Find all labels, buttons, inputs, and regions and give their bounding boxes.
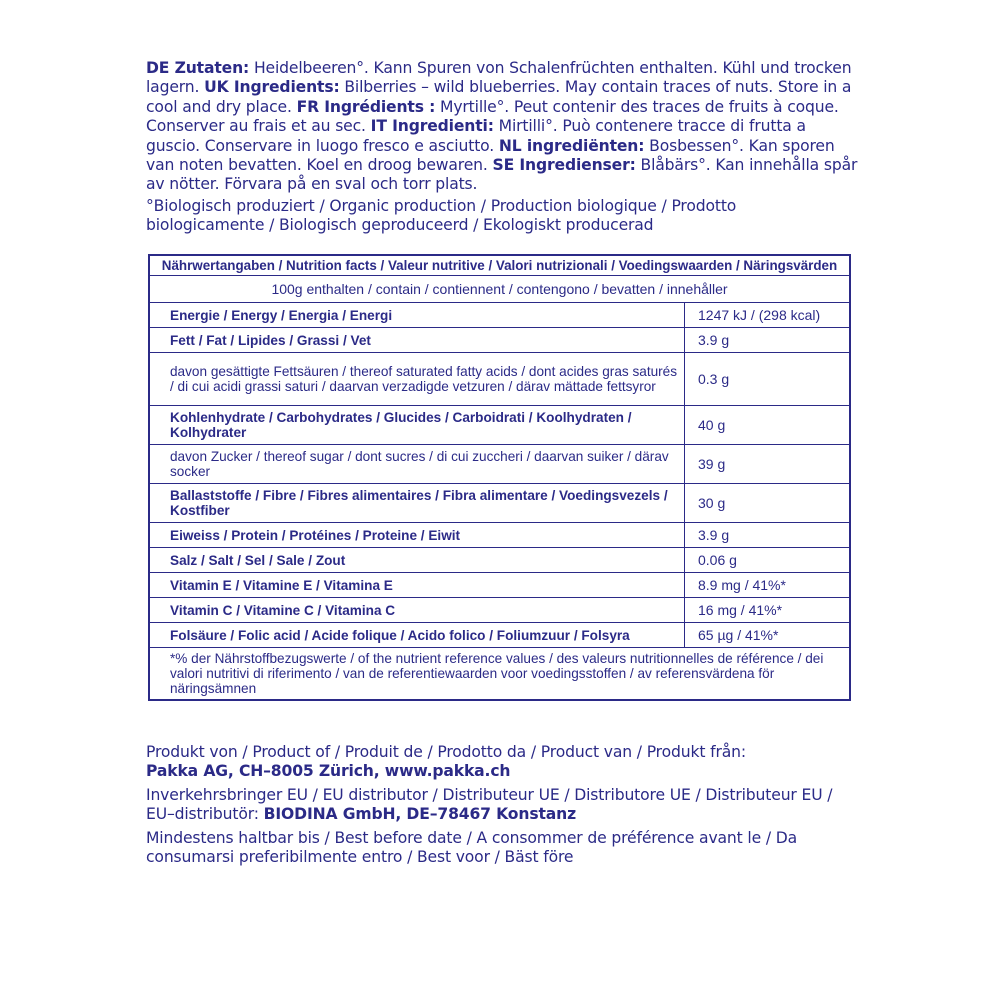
nutrient-label: Ballaststoffe / Fibre / Fibres alimentaires / Fibra alimentare / Voedingsvezels / Kostfiber [149,484,685,523]
ingredients-fr-label: FR Ingrédients : [296,97,436,116]
ingredients-it-text: Mirtilli°. Può contenere tracce di frutta a guscio. Conservare in luogo fresco e asciutto. [146,117,806,155]
ingredients-fr-text: Myrtille°. Peut contenir des traces de fruits à coque. Conserver au frais et au sec. [146,97,839,136]
nutrient-label: Fett / Fat / Lipides / Grassi / Vet [149,328,685,353]
nutrition-per-label: 100g enthalten / contain / contiennent / contengono / bevatten / innehåller [149,276,850,303]
ingredients-de-text: Heidelbeeren°. Kann Spuren von Schalenfrüchten enthalten. Kühl und trocken lagern. [146,59,852,97]
ingredients-it-label: IT Ingredienti: [370,117,494,136]
nutrition-header-row [149,255,850,276]
ingredients-uk-text: Bilberries – wild blueberries. May contain traces of nuts. Store in a cool and dry place. [146,78,852,116]
ingredients-uk-label: UK Ingredients: [204,78,340,97]
ingredients-nl-text: Bosbessen°. Kan sporen van noten bevatten. Koel en droog bewaren. [146,136,835,175]
nutrient-value: 1247 kJ / (298 kcal) [685,303,851,328]
label-text-block [146,59,858,236]
best-before-text: Mindestens haltbar bis / Best before date / A consommer de préférence avant le / Da consumarsi preferibilmente entro / Best voor / Bäst före [146,828,798,867]
nutrient-value: 65 µg / 41%* [685,623,851,648]
nutrition-title: Nährwertangaben / Nutrition facts / Valeur nutritive / Valori nutrizionali / Voedingswaarden / Näringsvärden [149,255,850,276]
distributor-label: Inverkehrsbringer EU / EU distributor / Distributeur UE / Distributore UE / Distributeur EU / EU–distributör: [146,785,833,824]
nutrition-footnote-row [149,648,850,701]
nutrient-label: Vitamin C / Vitamine C / Vitamina C [149,598,685,623]
nutrient-label: Vitamin E / Vitamine E / Vitamina E [149,573,685,598]
nutrition-row [149,353,850,406]
nutrition-row [149,548,850,573]
organic-note: °Biologisch produziert / Organic production / Production biologique / Prodotto biologicamente / Biologisch geproduceerd / Ekologiskt producerad [146,196,737,235]
nutrient-value: 30 g [685,484,851,523]
nutrient-value: 3.9 g [685,523,851,548]
nutrition-footnote: *% der Nährstoffbezugswerte / of the nutrient reference values / des valeurs nutritionnelles de référence / dei valori nutritivi di riferimento / van de referentiewaarden voor voedingsstoffen / av referensvärdena för näringsämnen [149,648,850,701]
nutrient-value: 8.9 mg / 41%* [685,573,851,598]
nutrient-value: 39 g [685,445,851,484]
nutrient-label: Kohlenhydrate / Carbohydrates / Glucides / Carboidrati / Koolhydraten / Kolhydrater [149,406,685,445]
nutrient-label: davon gesättigte Fettsäuren / thereof saturated fatty acids / dont acides gras saturés / di cui acidi grassi saturi / daarvan verzadigde vetzuren / därav mättade fettsyror [149,353,685,406]
producer-label: Produkt von / Product of / Produit de / Prodotto da / Product van / Produkt från: [146,743,746,761]
producer-block [146,743,858,782]
producer-info [146,743,858,871]
distributor-block [146,786,858,825]
nutrition-per-row [149,276,850,303]
distributor-name: BIODINA GmbH, DE–78467 Konstanz [263,805,577,824]
ingredients-se-label: SE Ingredienser: [492,156,636,175]
nutrition-row [149,623,850,648]
ingredients-nl-label: NL ingrediënten: [498,136,645,155]
nutrition-row [149,598,850,623]
nutrition-row [149,328,850,353]
nutrient-label: Eiweiss / Protein / Protéines / Proteine / Eiwit [149,523,685,548]
nutrition-row [149,484,850,523]
nutrient-label: Salz / Salt / Sel / Sale / Zout [149,548,685,573]
nutrition-row [149,573,850,598]
nutrient-value: 40 g [685,406,851,445]
nutrient-value: 0.06 g [685,548,851,573]
nutrient-value: 3.9 g [685,328,851,353]
nutrient-label: Folsäure / Folic acid / Acide folique / Acido folico / Foliumzuur / Folsyra [149,623,685,648]
ingredients-paragraph [146,59,858,195]
ingredients-se-text: Blåbärs°. Kan innehålla spår av nötter. Förvara på en sval och torr plats. [146,156,858,194]
nutrient-label: davon Zucker / thereof sugar / dont sucres / di cui zuccheri / daarvan suiker / därav socker [149,445,685,484]
nutrition-table [148,254,851,701]
ingredients-de-label: DE Zutaten: [146,59,250,77]
nutrient-label: Energie / Energy / Energia / Energi [149,303,685,328]
nutrient-value: 16 mg / 41%* [685,598,851,623]
nutrition-row [149,523,850,548]
producer-name: Pakka AG, CH–8005 Zürich, www.pakka.ch [146,762,511,781]
nutrition-row [149,303,850,328]
nutrition-row [149,406,850,445]
nutrition-row [149,445,850,484]
nutrient-value: 0.3 g [685,353,851,406]
